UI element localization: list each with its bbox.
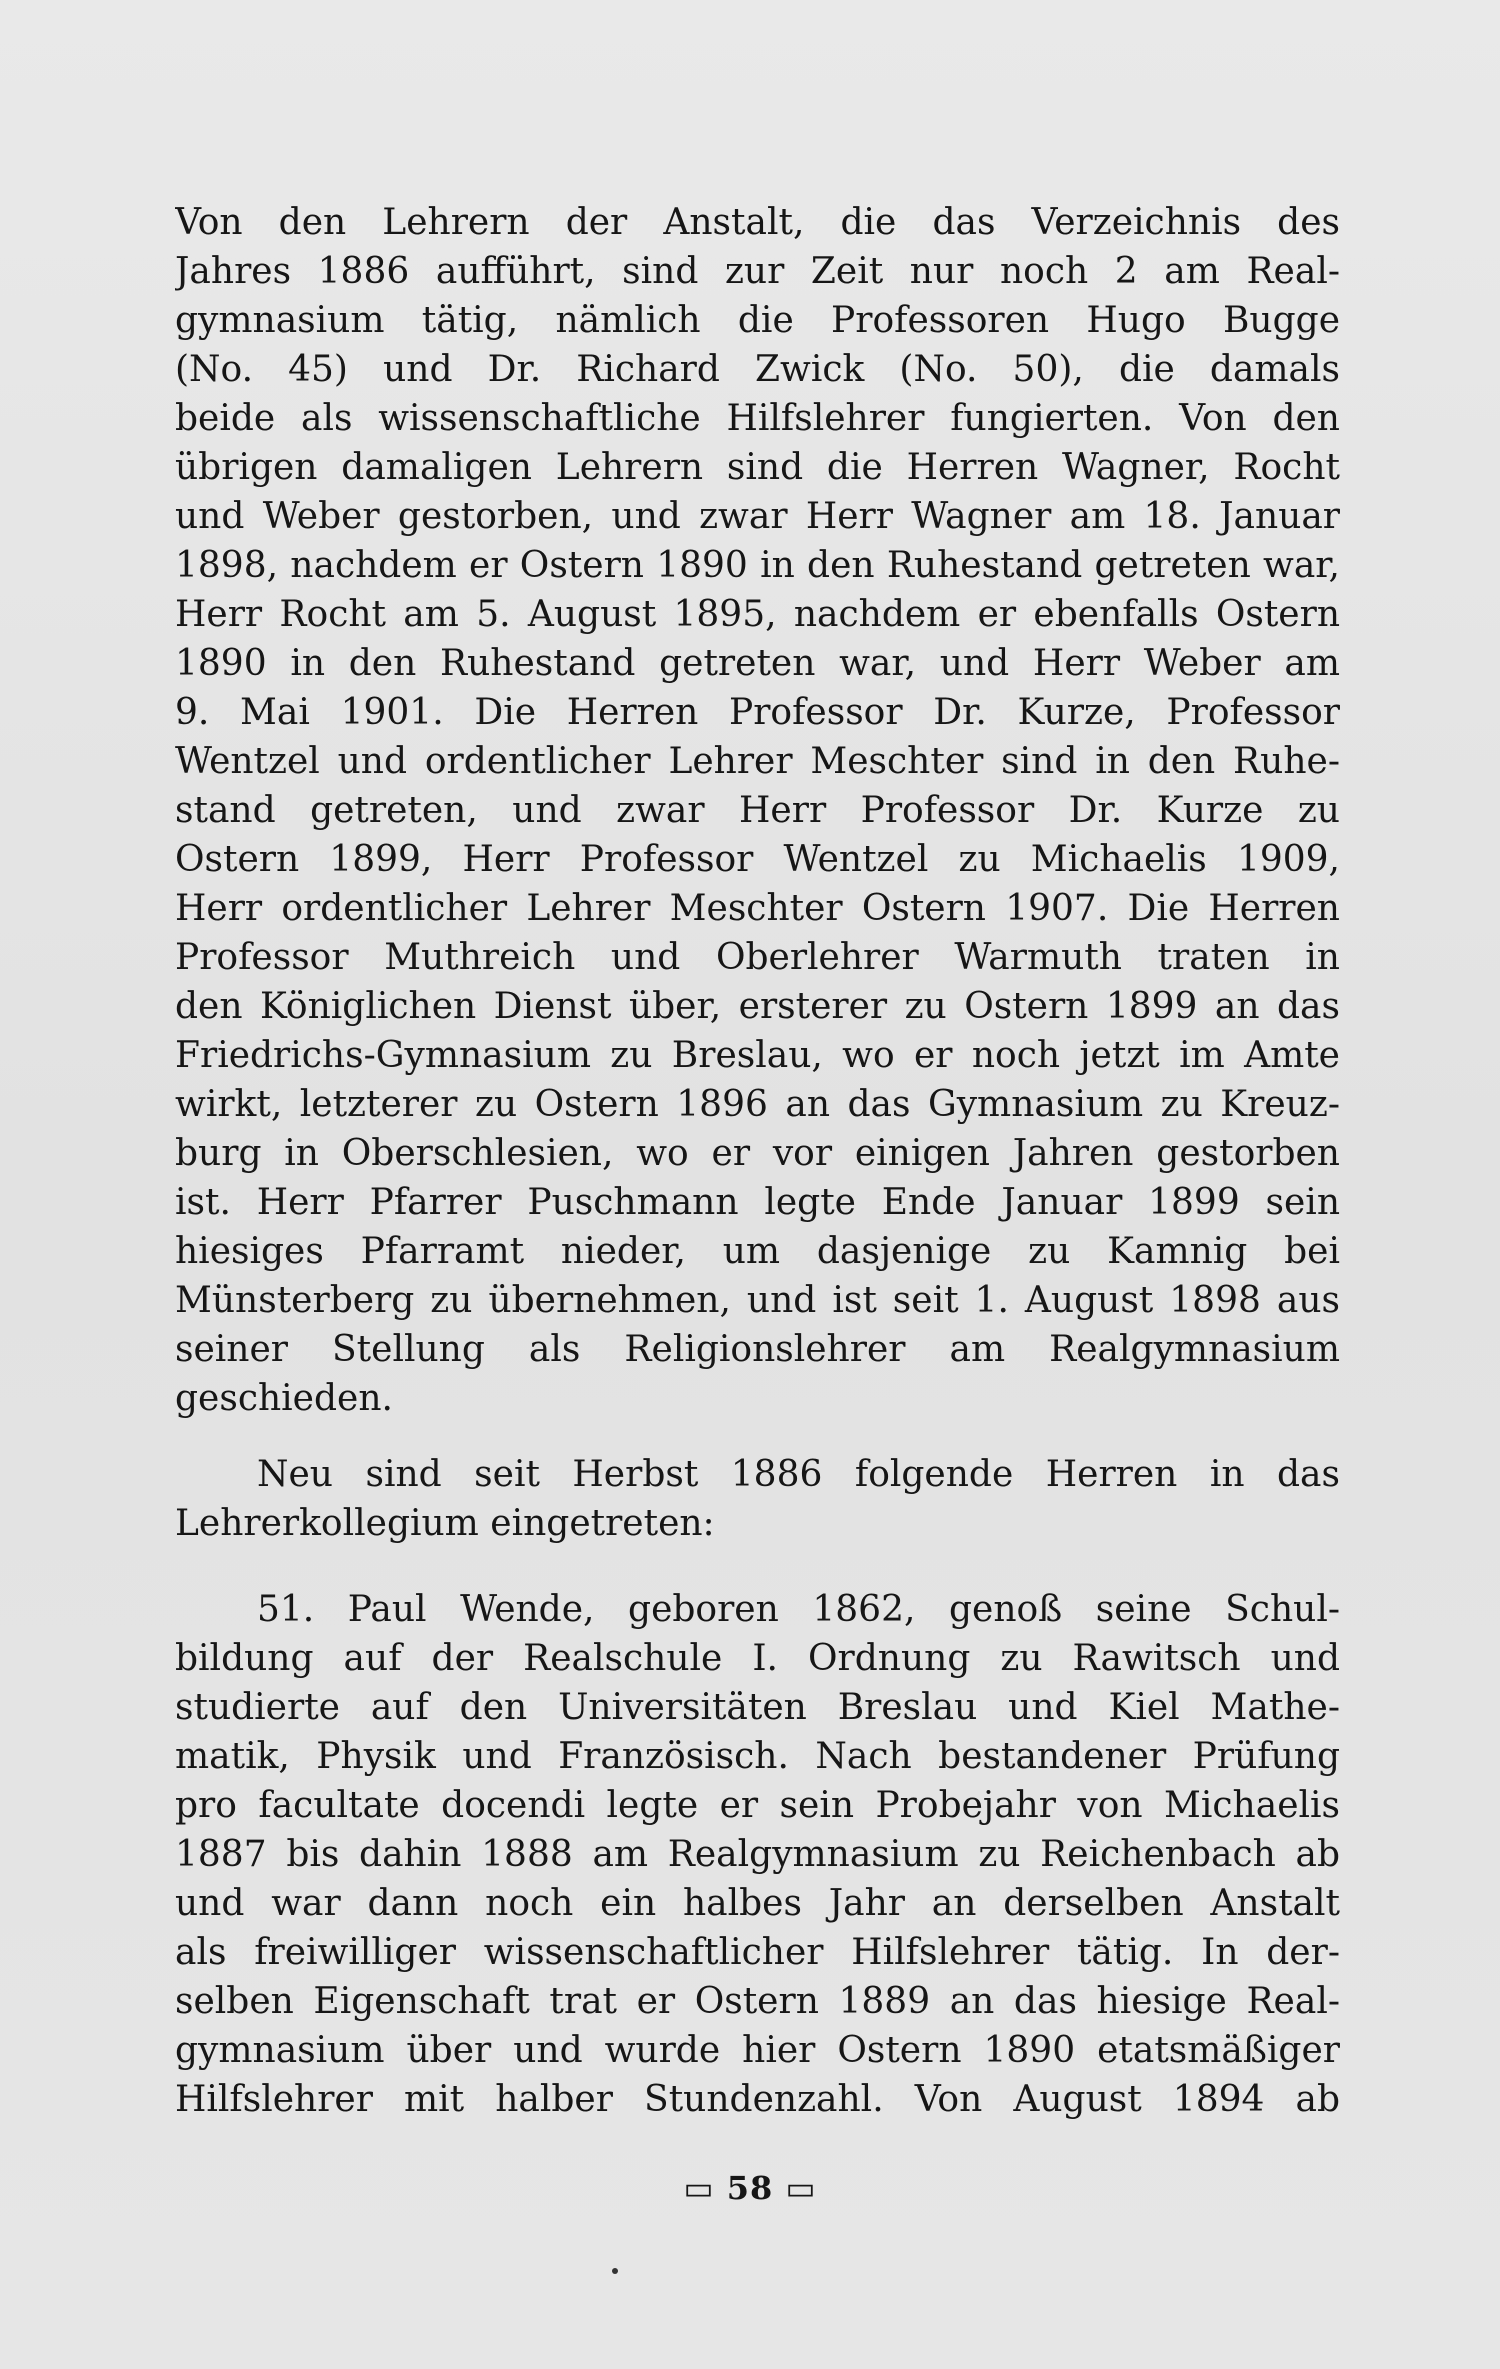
paragraph-3 bbox=[175, 1585, 1340, 2124]
text-line: 1890 in den Ruhestand getreten war, und Herr Weber am bbox=[175, 643, 1340, 684]
text-line: pro facultate docendi legte er sein Probejahr von Michaelis bbox=[175, 1785, 1340, 1826]
paragraph-1 bbox=[175, 198, 1340, 1423]
text-line: übrigen damaligen Lehrern sind die Herren Wagner, Rocht bbox=[175, 447, 1340, 488]
ink-speck bbox=[612, 2268, 618, 2274]
text-line: selben Eigenschaft trat er Ostern 1889 an das hiesige Real- bbox=[175, 1981, 1340, 2022]
text-line: bildung auf der Realschule I. Ordnung zu Rawitsch und bbox=[175, 1638, 1340, 1679]
text-line: Neu sind seit Herbst 1886 folgende Herren in das bbox=[257, 1454, 1340, 1495]
text-line: (No. 45) und Dr. Richard Zwick (No. 50), die damals bbox=[175, 349, 1340, 390]
text-line: Ostern 1899, Herr Professor Wentzel zu Michaelis 1909, bbox=[175, 839, 1340, 880]
text-line: Herr Rocht am 5. August 1895, nachdem er ebenfalls Ostern bbox=[175, 594, 1340, 635]
text-line: gymnasium über und wurde hier Ostern 1890 etatsmäßiger bbox=[175, 2030, 1340, 2071]
paragraph-2 bbox=[175, 1450, 1340, 1548]
text-line: Wentzel und ordentlicher Lehrer Meschter sind in den Ruhe- bbox=[175, 741, 1340, 782]
text-line: matik, Physik und Französisch. Nach bestandener Prüfung bbox=[175, 1736, 1340, 1777]
text-line: Friedrichs-Gymnasium zu Breslau, wo er noch jetzt im Amte bbox=[175, 1035, 1340, 1076]
text-line: als freiwilliger wissenschaftlicher Hilfslehrer tätig. In der- bbox=[175, 1932, 1340, 1973]
text-line: gymnasium tätig, nämlich die Professoren Hugo Bugge bbox=[175, 300, 1340, 341]
text-line: Münsterberg zu übernehmen, und ist seit 1. August 1898 aus bbox=[175, 1280, 1340, 1321]
text-line: Hilfslehrer mit halber Stundenzahl. Von August 1894 ab bbox=[175, 2079, 1340, 2120]
text-line: Von den Lehrern der Anstalt, die das Verzeichnis des bbox=[175, 202, 1340, 243]
text-line: den Königlichen Dienst über, ersterer zu Ostern 1899 an das bbox=[175, 986, 1340, 1027]
text-line: und war dann noch ein halbes Jahr an derselben Anstalt bbox=[175, 1883, 1340, 1924]
text-line: ist. Herr Pfarrer Puschmann legte Ende Januar 1899 sein bbox=[175, 1182, 1340, 1223]
text-line: wirkt, letzterer zu Ostern 1896 an das Gymnasium zu Kreuz- bbox=[175, 1084, 1340, 1125]
page-number: ▭ 58 ▭ bbox=[683, 2169, 817, 2207]
text-line: und Weber gestorben, und zwar Herr Wagner am 18. Januar bbox=[175, 496, 1340, 537]
text-line: hiesiges Pfarramt nieder, um dasjenige zu Kamnig bei bbox=[175, 1231, 1340, 1272]
text-line: Professor Muthreich und Oberlehrer Warmuth traten in bbox=[175, 937, 1340, 978]
text-line: Herr ordentlicher Lehrer Meschter Ostern 1907. Die Herren bbox=[175, 888, 1340, 929]
text-line: burg in Oberschlesien, wo er vor einigen Jahren gestorben bbox=[175, 1133, 1340, 1174]
text-line: 1887 bis dahin 1888 am Realgymnasium zu Reichenbach ab bbox=[175, 1834, 1340, 1875]
text-line: Jahres 1886 aufführt, sind zur Zeit nur noch 2 am Real- bbox=[175, 251, 1340, 292]
text-line: 1898, nachdem er Ostern 1890 in den Ruhestand getreten war, bbox=[175, 545, 1340, 586]
text-line: geschieden. bbox=[175, 1378, 393, 1419]
text-line: Lehrerkollegium eingetreten: bbox=[175, 1503, 715, 1544]
text-line: 9. Mai 1901. Die Herren Professor Dr. Kurze, Professor bbox=[175, 692, 1340, 733]
text-line: 51. Paul Wende, geboren 1862, genoß seine Schul- bbox=[257, 1589, 1340, 1630]
text-line: stand getreten, und zwar Herr Professor Dr. Kurze zu bbox=[175, 790, 1340, 831]
text-line: beide als wissenschaftliche Hilfslehrer fungierten. Von den bbox=[175, 398, 1340, 439]
text-line: studierte auf den Universitäten Breslau und Kiel Mathe- bbox=[175, 1687, 1340, 1728]
text-line: seiner Stellung als Religionslehrer am Realgymnasium bbox=[175, 1329, 1340, 1370]
